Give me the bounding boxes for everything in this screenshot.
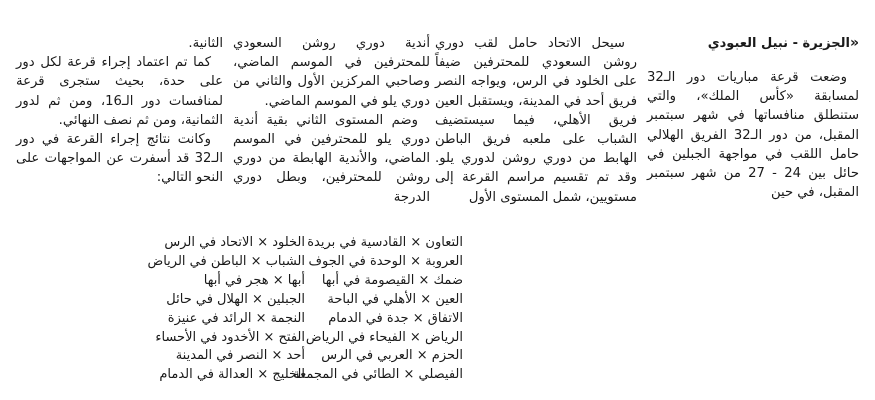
match-item: الشباب × الباطن في الرياض	[147, 253, 305, 269]
byline-separator: -	[788, 36, 803, 51]
article-paragraph-3: أندية دوري روشن السعودي للمحترفين في الموسم الماضي، وصاحبي المركزين الأول والثاني من دوري يلو في الموسم الماضي.	[233, 36, 430, 109]
article-paragraph-1: وضعت قرعة مباريات دور الـ32 لمسابقة «كأس الملك»، والتي ستنطلق منافساتها في شهر سبتمبر المقبل، من دور الـ32 الفريق الهلالي حامل اللقب في مواجهة الجبلين في حائل بين 24 - 27 من شهر سبتمبر المقبل، في حين	[647, 70, 859, 201]
match-item: الحزم × العربي في الرس	[321, 348, 463, 364]
article-column-1	[647, 34, 859, 202]
match-item: الاتفاق × جدة في الدمام	[328, 310, 463, 326]
match-item: أبها × هجر في أبها	[203, 272, 305, 288]
match-list-left	[145, 234, 305, 385]
match-item: العروبة × الوحدة في الجوف	[308, 253, 463, 269]
match-item: أحد × النصر في المدينة	[175, 348, 305, 364]
match-item: الفيصلي × الطائي في المجمعة	[293, 367, 463, 383]
match-list-right	[293, 234, 463, 385]
match-item: الخلود × الاتحاد في الرس	[164, 235, 305, 250]
match-item: الفتح × الأخدود في الأحساء	[155, 329, 305, 345]
article-paragraph-2: سيحل الاتحاد حامل لقب دوري روشن السعودي للمحترفين ضيفاً على الخلود في الرس، ويواجه النصر فريق أحد في المدينة، ويستقبل العين فريق الأهلي، فيما سيستضيف الشباب على ملعبه فريق الباطن الهابط من دوري روشن لدوري يلو. وقد تم تقسيم مراسم القرعة إلى مستويين، شمل المستوى الأول	[435, 36, 637, 205]
article-paragraph-7: وكانت نتائج إجراء القرعة في دور الـ32 قد أسفرت عن المواجهات على النحو التالي:	[16, 132, 223, 186]
byline-newspaper: الجزيرة	[802, 36, 850, 51]
match-item: الخليج × العدالة في الدمام	[159, 367, 305, 383]
article-paragraph-6: كما تم اعتماد إجراء قرعة لكل دور على حدة، بحيث ستجرى قرعة لمنافسات دور الـ16، ومن ثم لدور الثمانية، ومن ثم نصف النهائي.	[16, 55, 223, 128]
byline-author: نبيل العبودي	[707, 36, 789, 51]
article-column-4	[16, 34, 223, 188]
match-item: النجمة × الرائد في عنيزة	[167, 310, 305, 326]
article-paragraph-4: وضم المستوى الثاني بقية أندية دوري يلو للمحترفين في الموسم الماضي، والأندية الهابطة من دوري روشن للمحترفين، وبطل دوري الدرجة	[233, 112, 430, 205]
match-item: الرياض × الفيحاء في الرياض	[305, 329, 463, 345]
article-column-3	[233, 34, 430, 207]
match-item: الجبلين × الهلال في حائل	[166, 291, 305, 307]
match-item: التعاون × القادسية في بريدة	[307, 235, 463, 250]
article-paragraph-5: الثانية.	[188, 36, 223, 51]
match-item: العين × الأهلي في الباحة	[327, 291, 463, 307]
byline-quote-mark: «	[849, 35, 859, 51]
article-column-2	[435, 34, 637, 207]
match-item: ضمك × القيصومة في أبها	[321, 272, 463, 288]
